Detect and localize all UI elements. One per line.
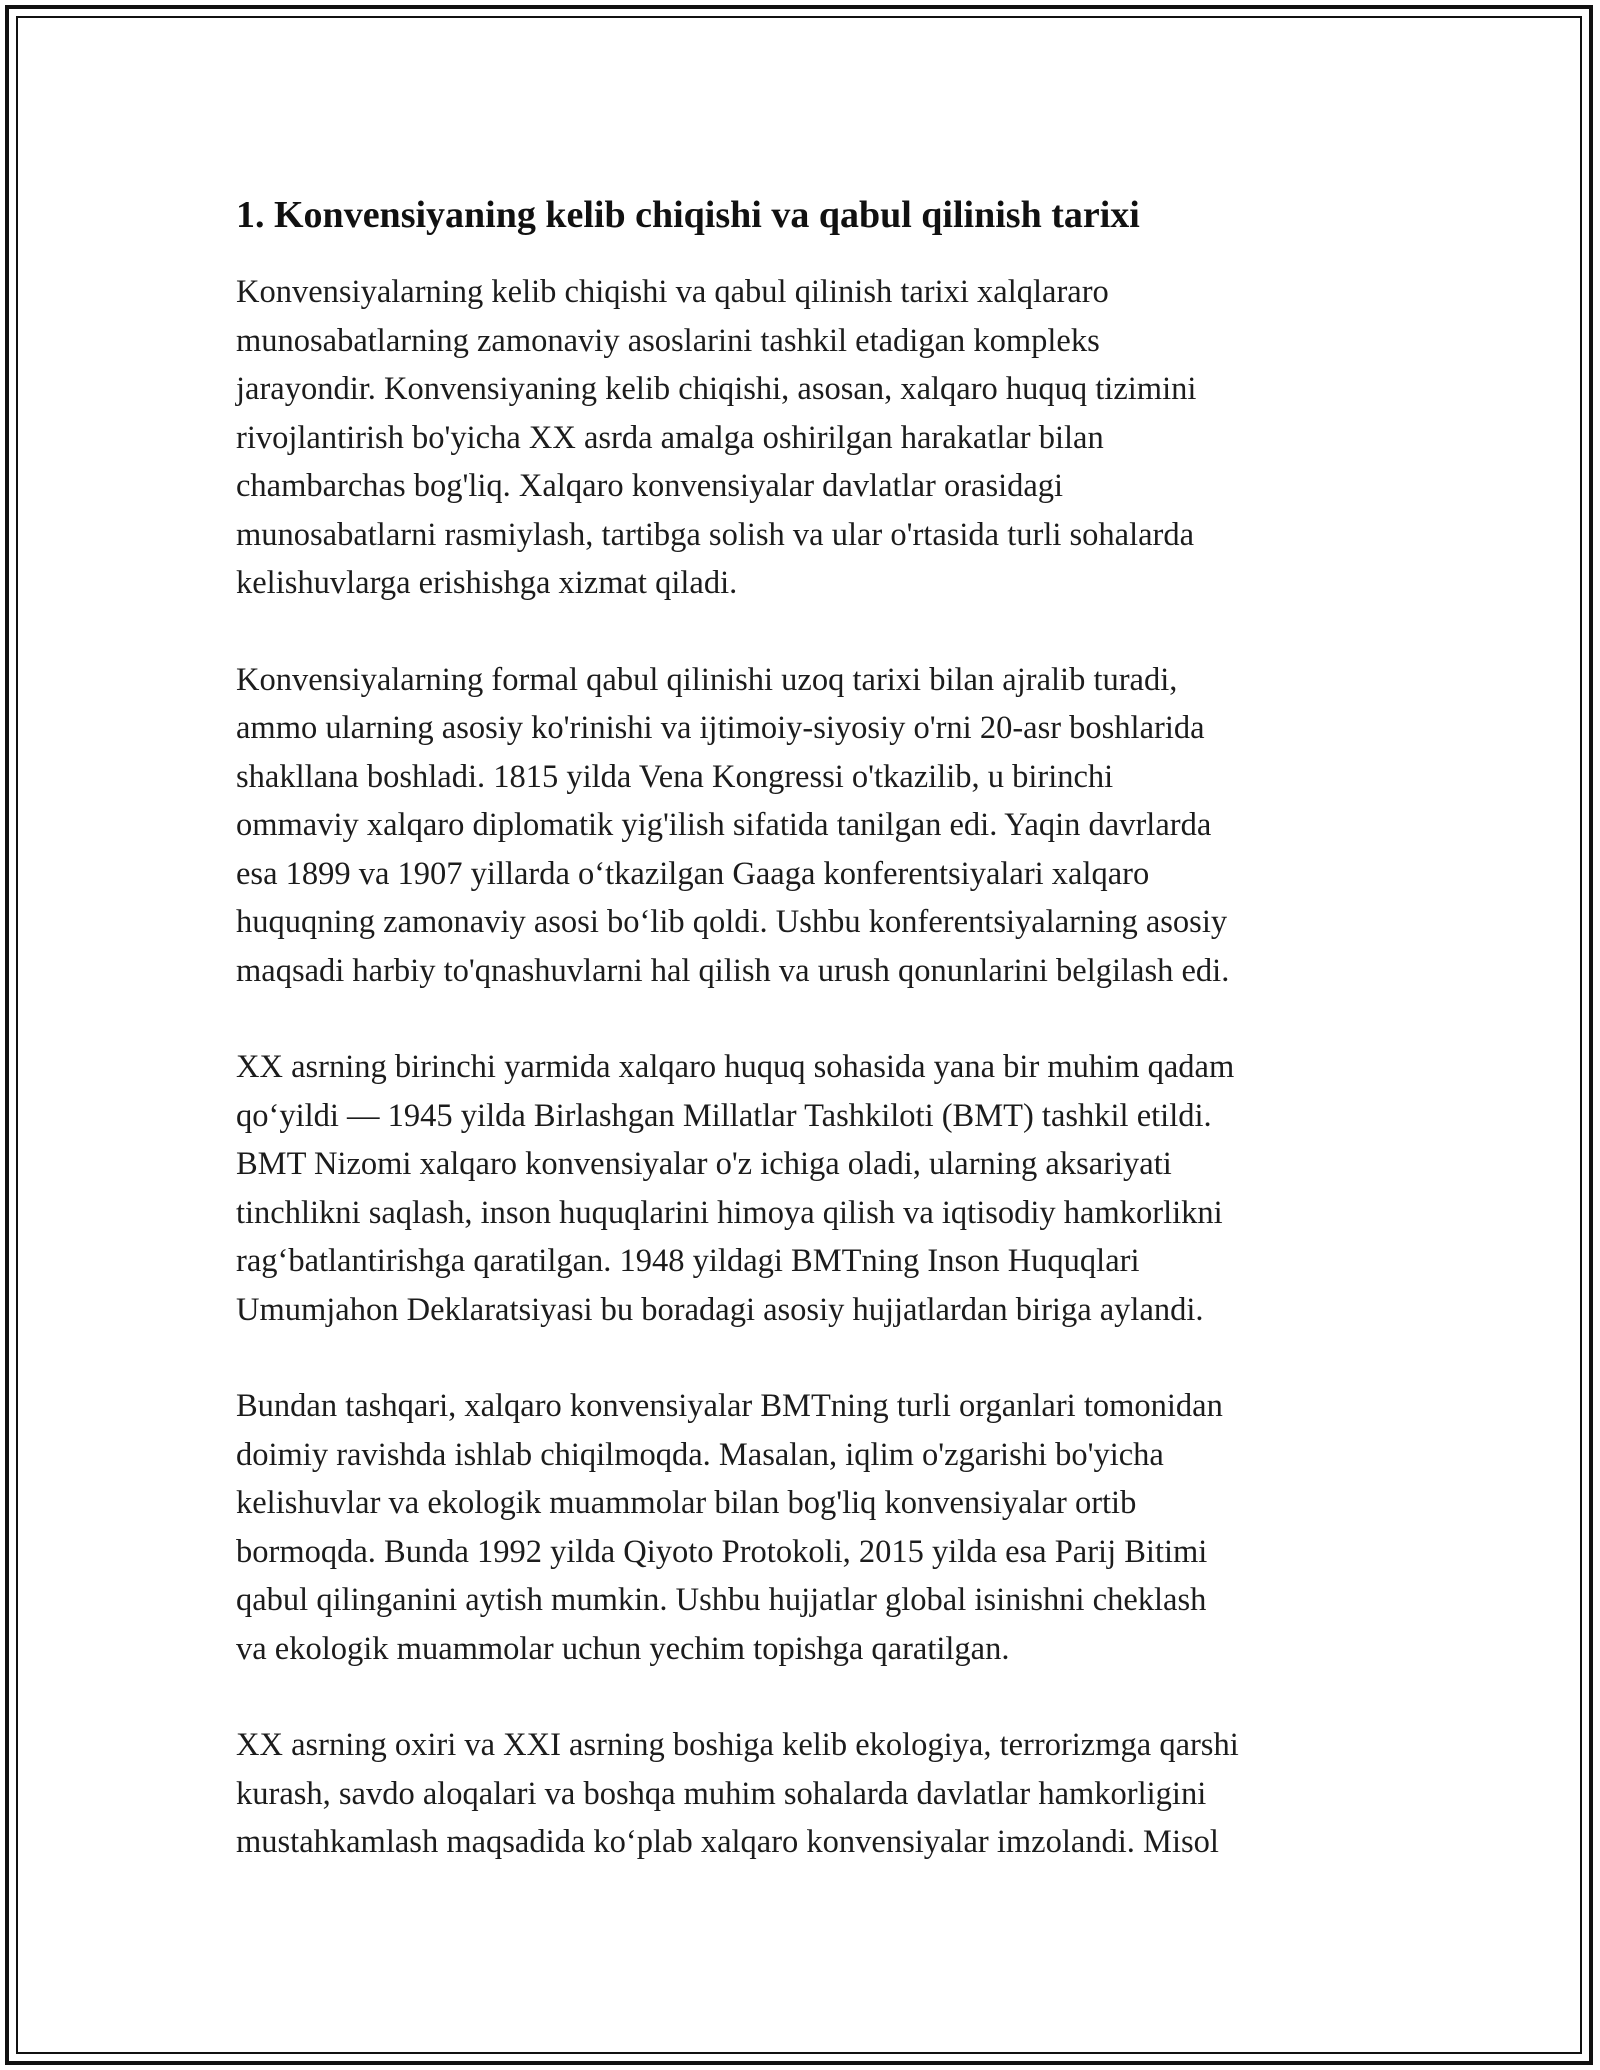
- paragraph-1: Konvensiyalarning kelib chiqishi va qabul qilinish tarixi xalqlararo munosabatlarning zamonaviy asoslarini tashkil etadigan kompleks jarayondir. Konvensiyaning kelib chiqishi, asosan, xalqaro huquq tizimini rivojlantirish bo'yicha XX asrda amalga oshirilgan harakatlar bilan chambarchas bog'liq. Xalqaro konvensiyalar davlatlar orasidagi munosabatlarni rasmiylash, tartibga solish va ular o'rtasida turli sohalarda kelishuvlarga erishishga xizmat qiladi.: [236, 274, 1197, 601]
- paragraph-5: XX asrning oxiri va XXI asrning boshiga kelib ekologiya, terrorizmga qarshi kurash, savdo aloqalari va boshqa muhim sohalarda davlatlar hamkorligini mustahkamlash maqsadida koʻplab xalqaro konvensiyalar imzolandi. Misol: [236, 1727, 1239, 1860]
- section-heading: 1. Konvensiyaning kelib chiqishi va qabul qilinish tarixi: [236, 194, 1140, 236]
- paragraph-2: Konvensiyalarning formal qabul qilinishi uzoq tarixi bilan ajralib turadi, ammo ularning asosiy ko'rinishi va ijtimoiy-siyosiy o'rni 20-asr boshlarida shakllana boshladi. 1815 yilda Vena Kongressi o'tkazilib, u birinchi ommaviy xalqaro diplomatik yig'ilish sifatida tanilgan edi. Yaqin davrlarda esa 1899 va 1907 yillarda oʻtkazilgan Gaaga konferentsiyalari xalqaro huquqning zamonaviy asosi boʻlib qoldi. Ushbu konferentsiyalarning asosiy maqsadi harbiy to'qnashuvlarni hal qilish va urush qonunlarini belgilash edi.: [236, 661, 1230, 989]
- paragraph-3: XX asrning birinchi yarmida xalqaro huquq sohasida yana bir muhim qadam qoʻyildi — 1945 yilda Birlashgan Millatlar Tashkiloti (BMT) tashkil etildi. BMT Nizomi xalqaro konvensiyalar o'z ichiga oladi, ularning aksariyati tinchlikni saqlash, inson huquqlarini himoya qilish va iqtisodiy hamkorlikni ragʻbatlantirishga qaratilgan. 1948 yildagi BMTning Inson Huquqlari Umumjahon Deklaratsiyasi bu boradagi asosiy hujjatlardan biriga aylandi.: [236, 1049, 1235, 1328]
- document-body: [236, 186, 1386, 1915]
- paragraph-4: Bundan tashqari, xalqaro konvensiyalar BMTning turli organlari tomonidan doimiy ravishda ishlab chiqilmoqda. Masalan, iqlim o'zgarishi bo'yicha kelishuvlar va ekologik muammolar bilan bog'liq konvensiyalar ortib bormoqda. Bunda 1992 yilda Qiyoto Protokoli, 2015 yilda esa Parij Bitimi qabul qilinganini aytish mumkin. Ushbu hujjatlar global isinishni cheklash va ekologik muammolar uchun yechim topishga qaratilgan.: [236, 1388, 1223, 1667]
